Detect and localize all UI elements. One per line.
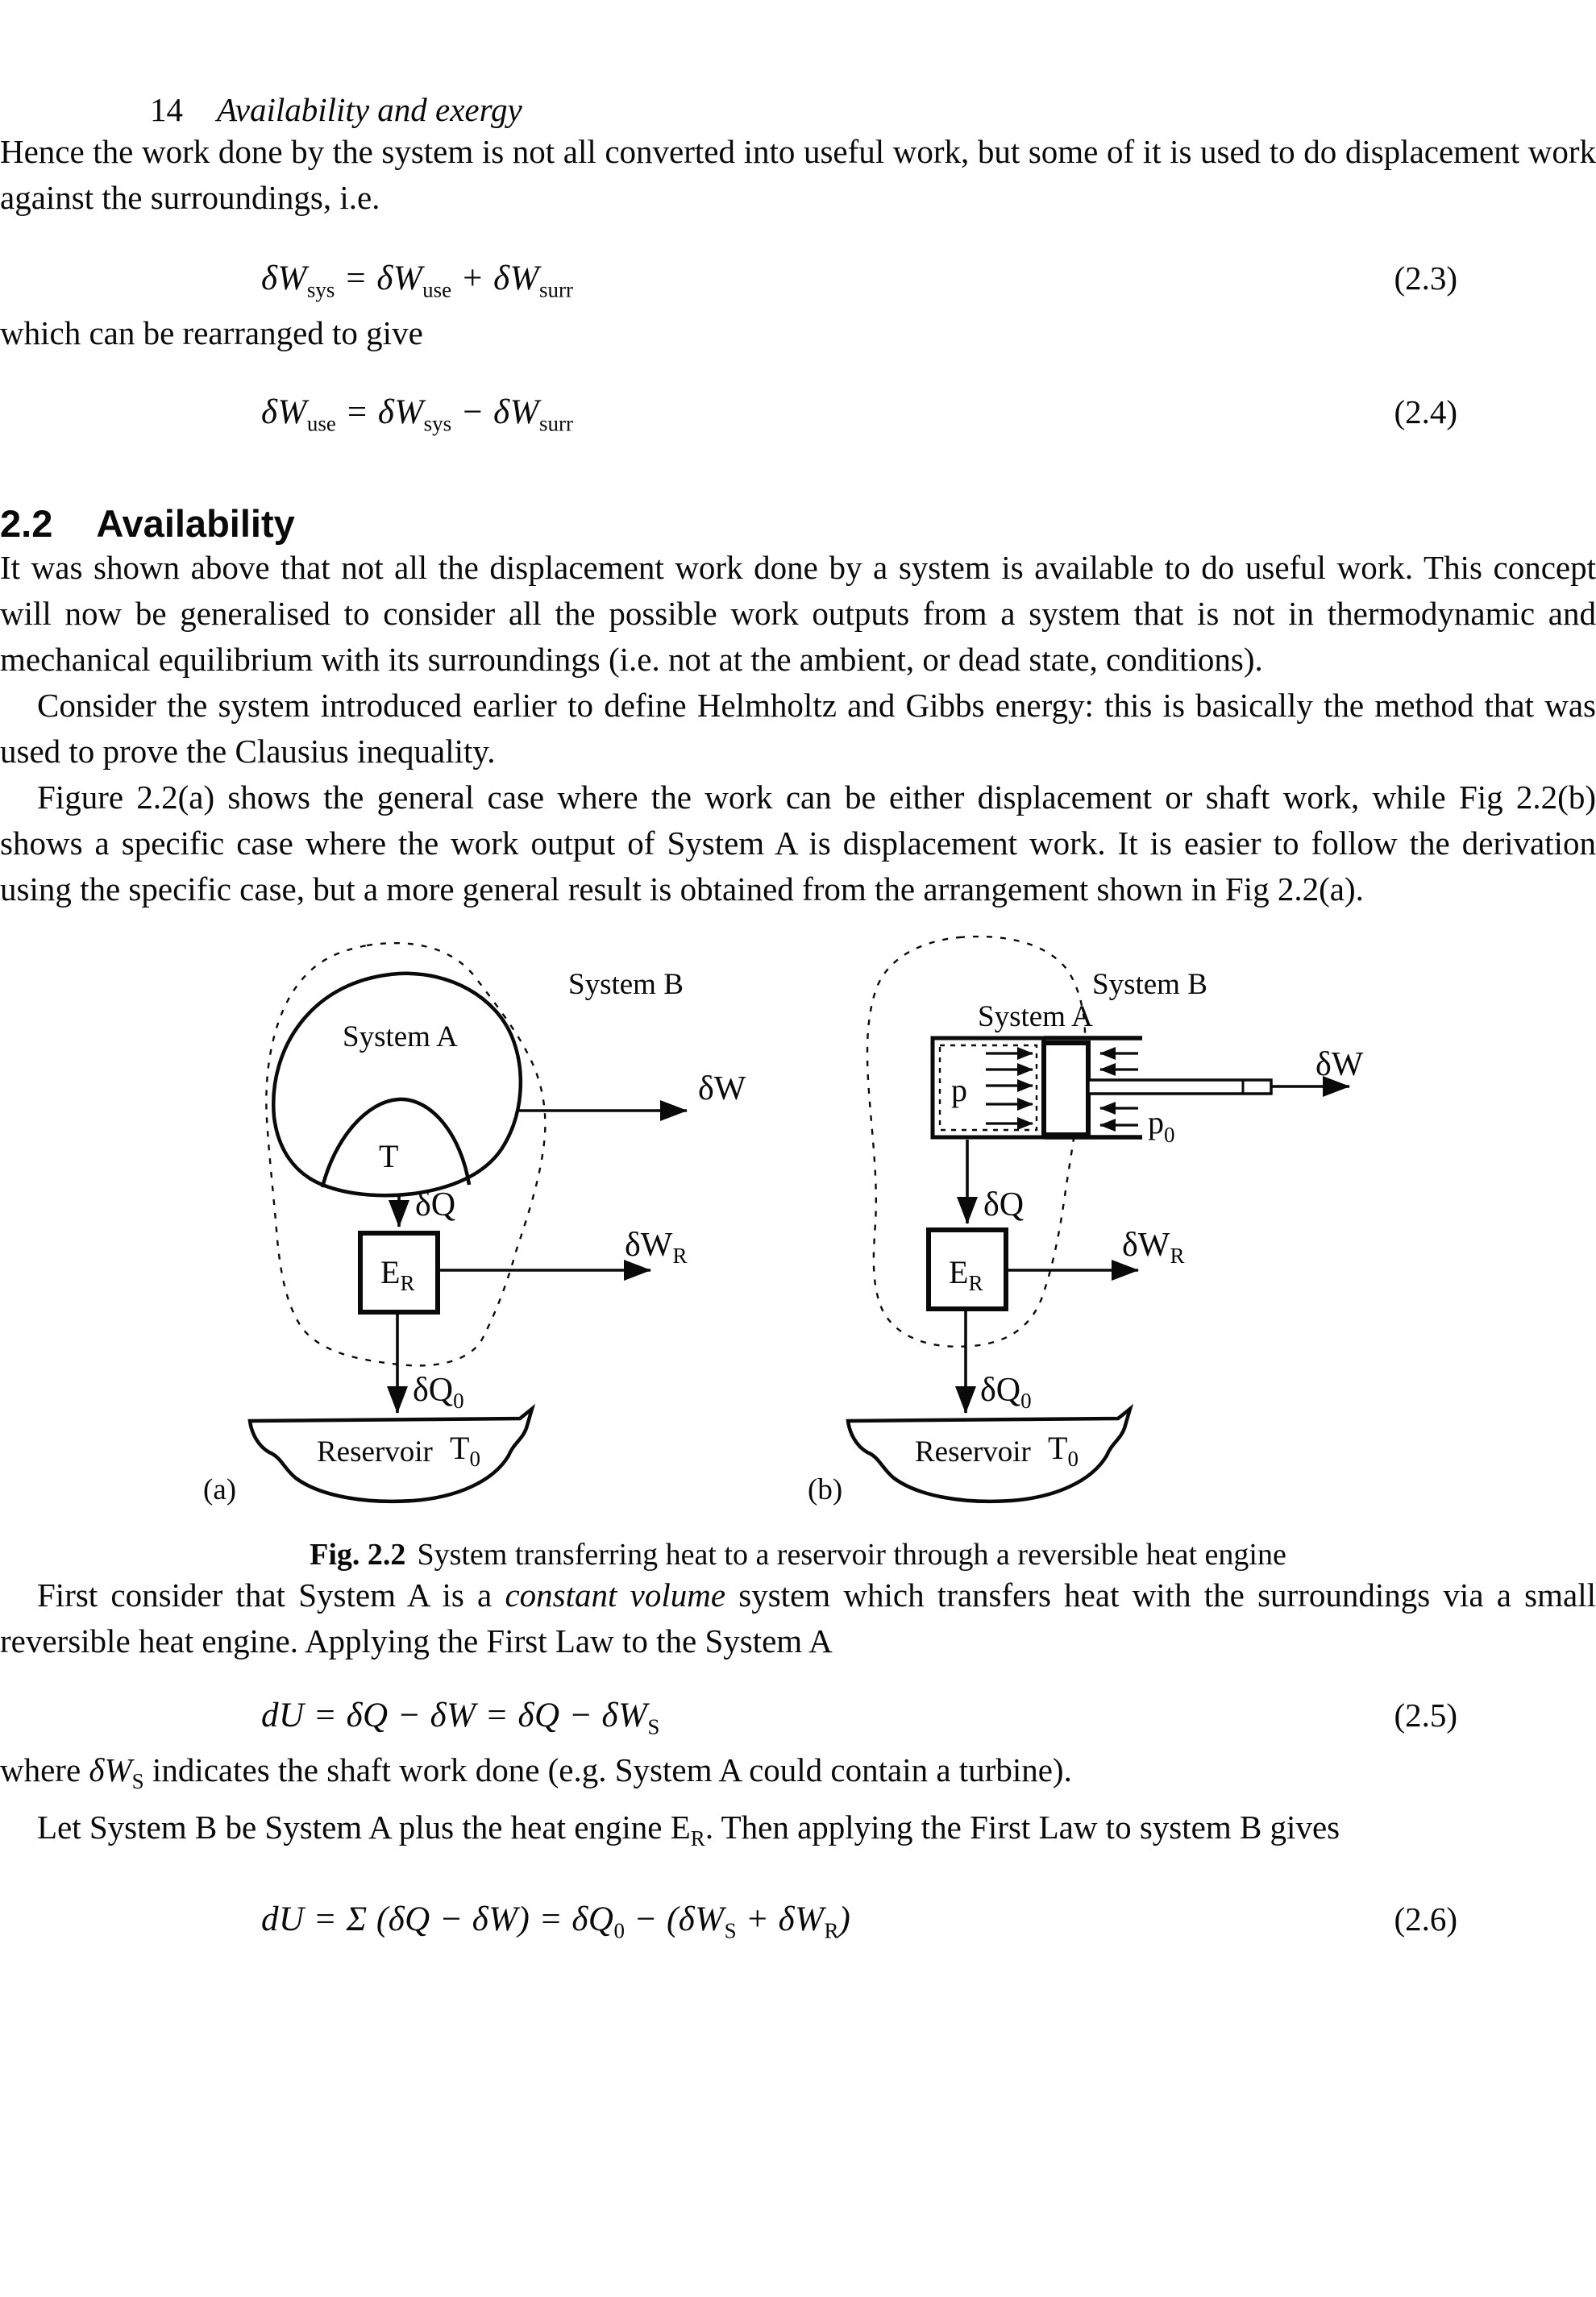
equation-body: $\delta W_{use} = \delta W_{sys} - \delta W_{surr}$ [261, 393, 573, 436]
temperature-label: T [379, 1138, 399, 1175]
ambient-pressure-label: $p_0$ [1148, 1104, 1175, 1148]
delta-q0-label: $\delta Q_0$ [413, 1372, 464, 1414]
piston [1044, 1043, 1088, 1135]
paragraph: Consider the system introduced earlier to define Helmholtz and Gibbs energy: this is basically the method that was used to prove the Clausius inequality. [0, 687, 1596, 771]
paragraph: Let System B be System A plus the heat engine $E_R$. Then applying the First Law to system B gives [37, 1808, 1340, 1851]
diagram-b [808, 937, 1364, 1506]
figure-caption-text: System transferring heat to a reservoir through a reversible heat engine [417, 1538, 1286, 1572]
running-title: Availability and exergy [217, 91, 522, 128]
delta-w-label: δW [698, 1070, 746, 1108]
italic-phrase: constant volume [505, 1576, 726, 1614]
page-number: 14 [150, 91, 183, 128]
equation-2-3 [150, 258, 1457, 310]
system-a-label: System A [978, 1000, 1093, 1034]
heat-engine-label: $E_R$ [380, 1254, 415, 1296]
system-a-label: System A [343, 1020, 458, 1054]
equation-number: (2.6) [1394, 1900, 1457, 1938]
section-title: Availability [96, 502, 295, 546]
delta-q-label: δQ [415, 1186, 456, 1224]
reservoir-temp-label: $T_0$ [450, 1430, 480, 1472]
equation-body: dU = Σ $(\delta Q - \delta W) = \delta Q_0 - (\delta W_S + \delta W_R)$ [261, 1900, 851, 1943]
figure-caption [0, 1537, 1596, 1572]
delta-wr-label: $\delta W_R$ [1122, 1227, 1185, 1269]
equation-number: (2.3) [1394, 260, 1457, 297]
heat-engine-label: $E_R$ [949, 1254, 983, 1296]
delta-w-label: δW [1315, 1046, 1364, 1084]
paragraph-connector: which can be rearranged to give [0, 314, 423, 351]
equation-number: (2.4) [1394, 393, 1457, 430]
figure-caption-label: Fig. 2.2 [310, 1538, 406, 1572]
delta-q0-label: $\delta Q_0$ [980, 1372, 1032, 1414]
paragraph-intro: Hence the work done by the system is not all converted into useful work, but some of it is used to do displacement work against the surroundings, i.e. [0, 133, 1596, 216]
paragraph: where $\delta W_S$ indicates the shaft work done (e.g. System A could contain a turbine). [0, 1751, 1072, 1793]
equation-number: (2.5) [1394, 1697, 1457, 1734]
inline-variable: δW [89, 1751, 132, 1788]
delta-q-label: δQ [983, 1186, 1025, 1224]
reservoir-label: Reservoir [915, 1435, 1031, 1469]
equation-2-6 [150, 1899, 1457, 1951]
equation-body: dU = $\delta Q - \delta W = \delta Q - \delta W_S$ [261, 1697, 660, 1739]
system-b-label: System B [568, 968, 684, 1002]
figure-2-2 [0, 933, 1596, 1572]
section-number: 2.2 [0, 502, 53, 546]
diagram-a [203, 943, 746, 1506]
system-b-label: System B [1092, 968, 1207, 1002]
subfig-label-a: (a) [203, 1473, 237, 1507]
figure-diagram [0, 933, 1596, 1534]
equation-2-5 [150, 1695, 1457, 1747]
paragraph: First consider that System A is a constant volume system which transfers heat with the surroundings via a small reversible heat engine. Applying the First Law to the System A [0, 1576, 1596, 1660]
gas-pressure-label: p [951, 1072, 967, 1109]
paragraph: It was shown above that not all the displacement work done by a system is available to do useful work. This concept will now be generalised to consider all the possible work outputs from a system that is not in thermodynamic and mechanical equilibrium with its surroundings (i.e. not at the ambient, or dead state, conditions). [0, 549, 1596, 679]
paragraph: Figure 2.2(a) shows the general case where the work can be either displacement or shaft work, while Fig 2.2(b) shows a specific case where the work output of System A is displacement work. It is easier to follow the derivation using the specific case, but a more general result is obtained from the arrangement shown in Fig 2.2(a). [0, 779, 1596, 908]
equation-body: $\delta W_{sys} = \delta W_{use} + \delta W_{surr}$ [261, 260, 573, 302]
reservoir-temp-label: $T_0$ [1048, 1430, 1079, 1472]
delta-wr-label: $\delta W_R$ [625, 1227, 688, 1269]
reservoir-label: Reservoir [317, 1435, 433, 1469]
page-header [150, 0, 1457, 129]
equation-2-4 [150, 392, 1457, 444]
section-heading [0, 503, 1596, 545]
subfig-label-b: (b) [808, 1473, 843, 1507]
